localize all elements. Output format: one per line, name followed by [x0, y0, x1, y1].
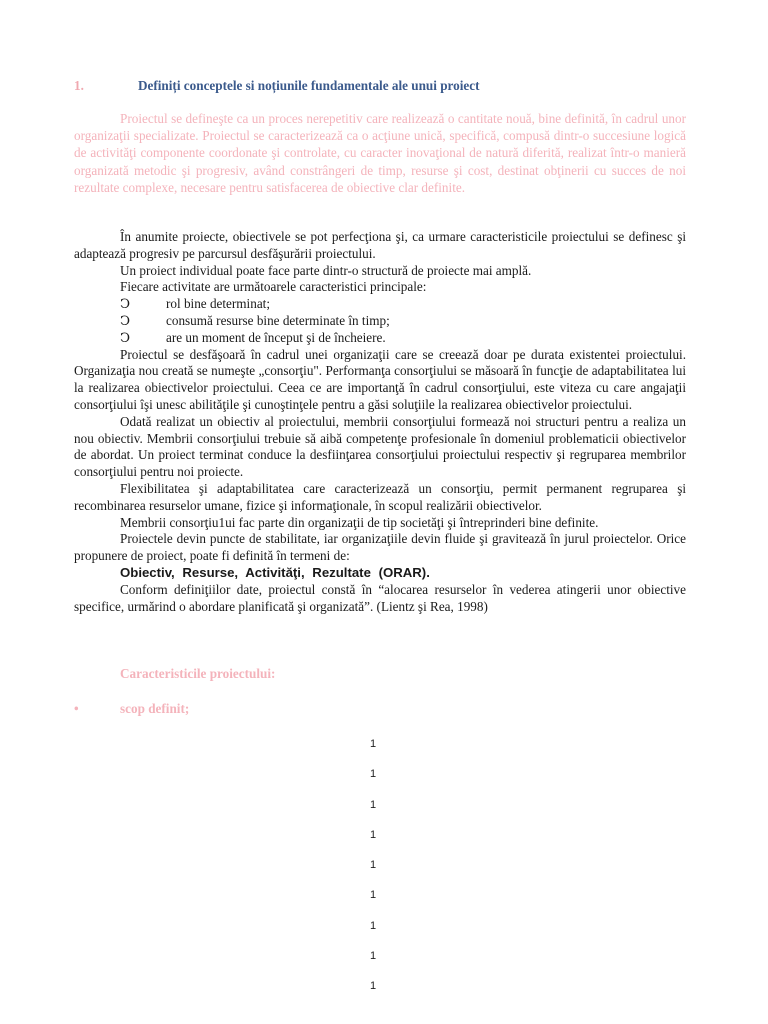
bullet-icon: Ↄ [120, 296, 131, 312]
paragraph-stability: Proiectele devin puncte de stabilitate, iar organizaţiile devin fluide şi gravitează în jurul proiectelor. Orice propunere de proiect, poate fi definită în termeni de: [74, 531, 686, 564]
section-heading [74, 78, 686, 94]
page-number: 1 [370, 889, 377, 902]
scop-label: scop definit; [120, 701, 190, 716]
bullet-icon: Ↄ [120, 312, 131, 328]
body-text [74, 229, 686, 615]
page-number: 1 [370, 798, 377, 811]
page-number: 1 [370, 950, 377, 963]
paragraph-definition-citation: Conform definiţiilor date, proiectul constă în “alocarea resurselor în vederea atingerii unor obiective specifice, urmărind o abordare planificată şi organizată”. (Lientz şi Rea, 1998) [74, 581, 686, 614]
page-number-column [370, 738, 390, 1011]
paragraph-new-structures: Odată realizat un obiectiv al proiectului, membrii consorţiului formează noi structuri pentru a realiza un nou obiectiv. Membrii consorţiului trebuie să aibă competenţe profesionale în domeniul problematicii obiectivelor de abordat. Un proiect terminat conduce la desfiinţarea consorţiului proiectului respectiv şi regruparea membrilor consorţiului pentru noi proiecte. [74, 413, 686, 480]
section-number: 1. [74, 78, 84, 93]
list-item-text: consumă resurse bine determinate în timp; [166, 312, 390, 328]
intro-paragraph: Proiectul se defineşte ca un proces nerepetitiv care realizează o cantitate nouă, bine definită, în cadrul unor organizaţii specializate. Proiectul se caracterizează ca o acţiune unică, specifică, compusă dintr-o succesiune logică de activităţi componente coordonate şi controlate, cu caracter inovaţional de natură diferită, realizat într-o manieră organizată metodic şi progresiv, având constrângeri de timp, resurse şi cost, destinat obţinerii cu succes de noi rezultate complexe, necesare pentru satisfacerea de obiective clar definite. [74, 111, 686, 195]
list-item [74, 313, 686, 330]
page-number: 1 [370, 980, 377, 993]
list-item-text: rol bine determinat; [166, 296, 270, 312]
page-number: 1 [370, 768, 377, 781]
page-number: 1 [370, 828, 377, 841]
orar-terms: Obiectiv, Resurse, Activităţi, Rezultate (ORAR). [120, 564, 430, 580]
scop-list-item [74, 701, 189, 717]
page-number: 1 [370, 919, 377, 932]
page-number: 1 [370, 859, 377, 872]
list-item-text: are un moment de început şi de încheiere. [166, 329, 386, 345]
page-number: 1 [370, 738, 377, 750]
paragraph-structure: Un proiect individual poate face parte dintr-o structură de proiecte mai amplă. [120, 262, 532, 278]
paragraph-flexibility: Flexibilitatea şi adaptabilitatea care caracterizează un consorţiu, permit permanent regruparea şi recombinarea resurselor umane, fizice şi informaţionale, în scopul realizării obiectivelor. [74, 480, 686, 513]
paragraph-members: Membrii consorţiu1ui fac parte din organizaţii de tip societăţi şi întreprinderi bine definite. [120, 514, 599, 530]
bullet-icon: Ↄ [120, 329, 131, 345]
characteristics-heading: Caracteristicile proiectului: [120, 666, 276, 681]
paragraph-characteristics-intro: Fiecare activitate are următoarele caracteristici principale: [120, 279, 427, 295]
paragraph-consortium: Proiectul se desfăşoară în cadrul unei organizaţii care se creează doar pe durata existentei proiectului. Organizaţia nou creată se numeşte „consorţiu". Performanţa consorţiului se măsoară în funcţie de adaptabilitatea lui la realizarea obiectivelor proiectului. Ceea ce are importanţă în cadrul consorţiului, este viteza cu care angajaţii consorţiului îşi unesc abilităţile şi cunoştinţele pentru a găsi soluţiile la realizarea obiectivelor proiectului. [74, 346, 686, 412]
list-item [74, 330, 686, 347]
list-item [74, 296, 686, 313]
section-title: Definiți conceptele si noțiunile fundamentale ale unui proiect [138, 78, 480, 93]
bullet-icon: • [74, 701, 79, 716]
paragraph-objectives: În anumite proiecte, obiectivele se pot perfecţiona şi, ca urmare caracteristicile proiectului se definesc şi adaptează progresiv pe parcursul desfăşurării proiectului. [74, 229, 686, 261]
